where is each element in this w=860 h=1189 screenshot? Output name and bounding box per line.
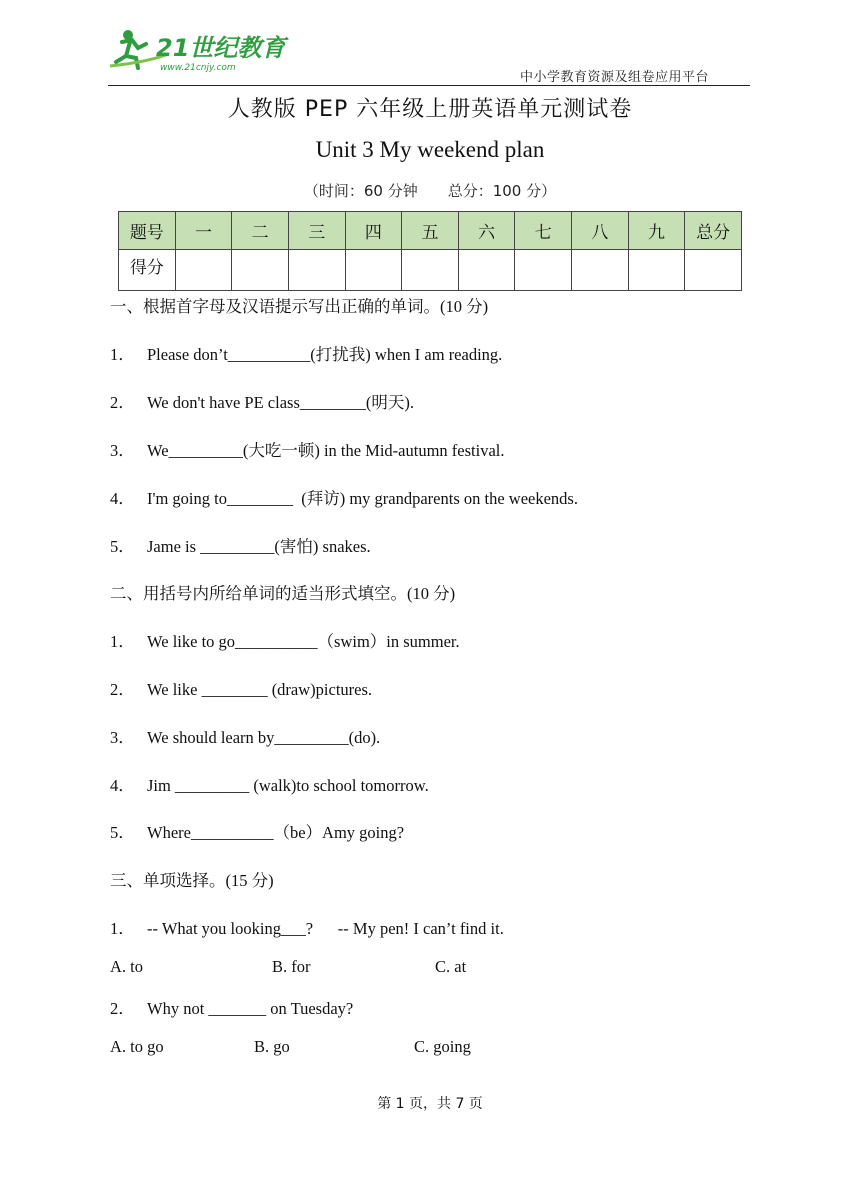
logo-21cnjy	[108, 26, 308, 72]
score-cell[interactable]	[515, 250, 572, 291]
page-subtitle: Unit 3 My weekend plan	[315, 137, 545, 162]
score-cell[interactable]	[288, 250, 345, 291]
score-header-cell: 七	[515, 212, 572, 250]
page-title: 人教版 PEP 六年级上册英语单元测试卷	[227, 97, 633, 122]
score-header-cell: 五	[402, 212, 459, 250]
section-heading	[110, 293, 488, 317]
score-cell[interactable]	[402, 250, 459, 291]
section-heading	[110, 580, 455, 604]
score-header-cell: 六	[458, 212, 515, 250]
question-text: We like ________ (draw)pictures.	[147, 680, 373, 699]
section-heading-text: 一、根据首字母及汉语提示写出正确的单词。	[110, 297, 440, 316]
question-item	[110, 485, 578, 509]
question-text: Where__________（be）Amy going?	[147, 823, 405, 842]
question-item	[110, 676, 372, 700]
score-table-header-row	[119, 212, 742, 250]
question-number: 5．	[110, 823, 135, 842]
header-divider	[108, 85, 750, 86]
score-header-cell: 八	[572, 212, 629, 250]
section-points: (10 分)	[407, 584, 456, 603]
question-item	[110, 533, 371, 557]
section-heading	[110, 867, 274, 891]
score-table-score-row	[119, 250, 742, 291]
score-header-cell: 二	[232, 212, 289, 250]
score-cell[interactable]	[458, 250, 515, 291]
question-text: We don't have PE class________(明天).	[147, 393, 414, 412]
score-header-cell: 三	[288, 212, 345, 250]
question-number: 2．	[110, 393, 135, 412]
score-header-cell: 题号	[119, 212, 176, 250]
question-number: 2．	[110, 680, 135, 699]
page-footer: 第 1 页，共 7 页	[377, 1096, 483, 1112]
question-number: 1．	[110, 632, 135, 651]
section-heading-text: 三、单项选择。	[110, 871, 226, 890]
score-cell[interactable]	[572, 250, 629, 291]
question-item	[110, 772, 429, 796]
time-info: （时间：60 分钟 总分：100 分）	[303, 182, 557, 200]
question-text: We should learn by_________(do).	[147, 728, 381, 747]
score-cell[interactable]	[345, 250, 402, 291]
score-cell[interactable]	[628, 250, 685, 291]
question-text: Jim _________ (walk)to school tomorrow.	[147, 776, 429, 795]
question-number: 1．	[110, 919, 135, 938]
question-number: 2．	[110, 999, 135, 1018]
question-number: 4．	[110, 776, 135, 795]
question-text: We_________(大吃一顿) in the Mid-autumn festival.	[147, 441, 505, 460]
score-cell[interactable]	[175, 250, 232, 291]
question-item	[110, 995, 353, 1019]
question-number: 3．	[110, 441, 135, 460]
score-row-label: 得分	[119, 250, 176, 291]
score-header-cell: 一	[175, 212, 232, 250]
question-item	[110, 628, 460, 652]
option-a[interactable]: A. to go	[110, 1037, 164, 1056]
question-text: I'm going to________ (拜访) my grandparents on the weekends.	[147, 489, 578, 508]
question-item	[110, 389, 414, 413]
option-b[interactable]: B. for	[272, 957, 311, 976]
option-b[interactable]: B. go	[254, 1037, 290, 1056]
section-heading-text: 二、用括号内所给单词的适当形式填空。	[110, 584, 407, 603]
question-text: We like to go__________（swim）in summer.	[147, 632, 460, 651]
option-a[interactable]: A. to	[110, 957, 143, 976]
question-number: 5．	[110, 537, 135, 556]
question-number: 3．	[110, 728, 135, 747]
logo-url: www.21cnjy.com	[160, 63, 236, 72]
question-number: 1．	[110, 345, 135, 364]
logo-text: 21世纪教育	[156, 34, 286, 62]
section-points: (10 分)	[440, 297, 489, 316]
score-table	[118, 211, 742, 291]
section-points: (15 分)	[225, 871, 274, 890]
site-name: 中小学教育资源及组卷应用平台	[520, 70, 710, 85]
question-item	[110, 341, 502, 365]
score-header-cell: 九	[628, 212, 685, 250]
score-cell[interactable]	[232, 250, 289, 291]
question-text: Why not _______ on Tuesday?	[147, 999, 354, 1018]
score-header-cell: 总分	[685, 212, 742, 250]
option-c[interactable]: C. at	[435, 957, 467, 976]
question-text: Please don’t__________(打扰我) when I am reading.	[147, 345, 503, 364]
question-item	[110, 915, 504, 939]
question-item	[110, 724, 380, 748]
option-c[interactable]: C. going	[414, 1037, 471, 1056]
question-number: 4．	[110, 489, 135, 508]
question-text: Jame is _________(害怕) snakes.	[147, 537, 371, 556]
question-text: -- What you looking___? -- My pen! I can’t find it.	[147, 919, 504, 938]
score-cell[interactable]	[685, 250, 742, 291]
question-item	[110, 437, 505, 461]
question-item	[110, 819, 404, 843]
score-header-cell: 四	[345, 212, 402, 250]
